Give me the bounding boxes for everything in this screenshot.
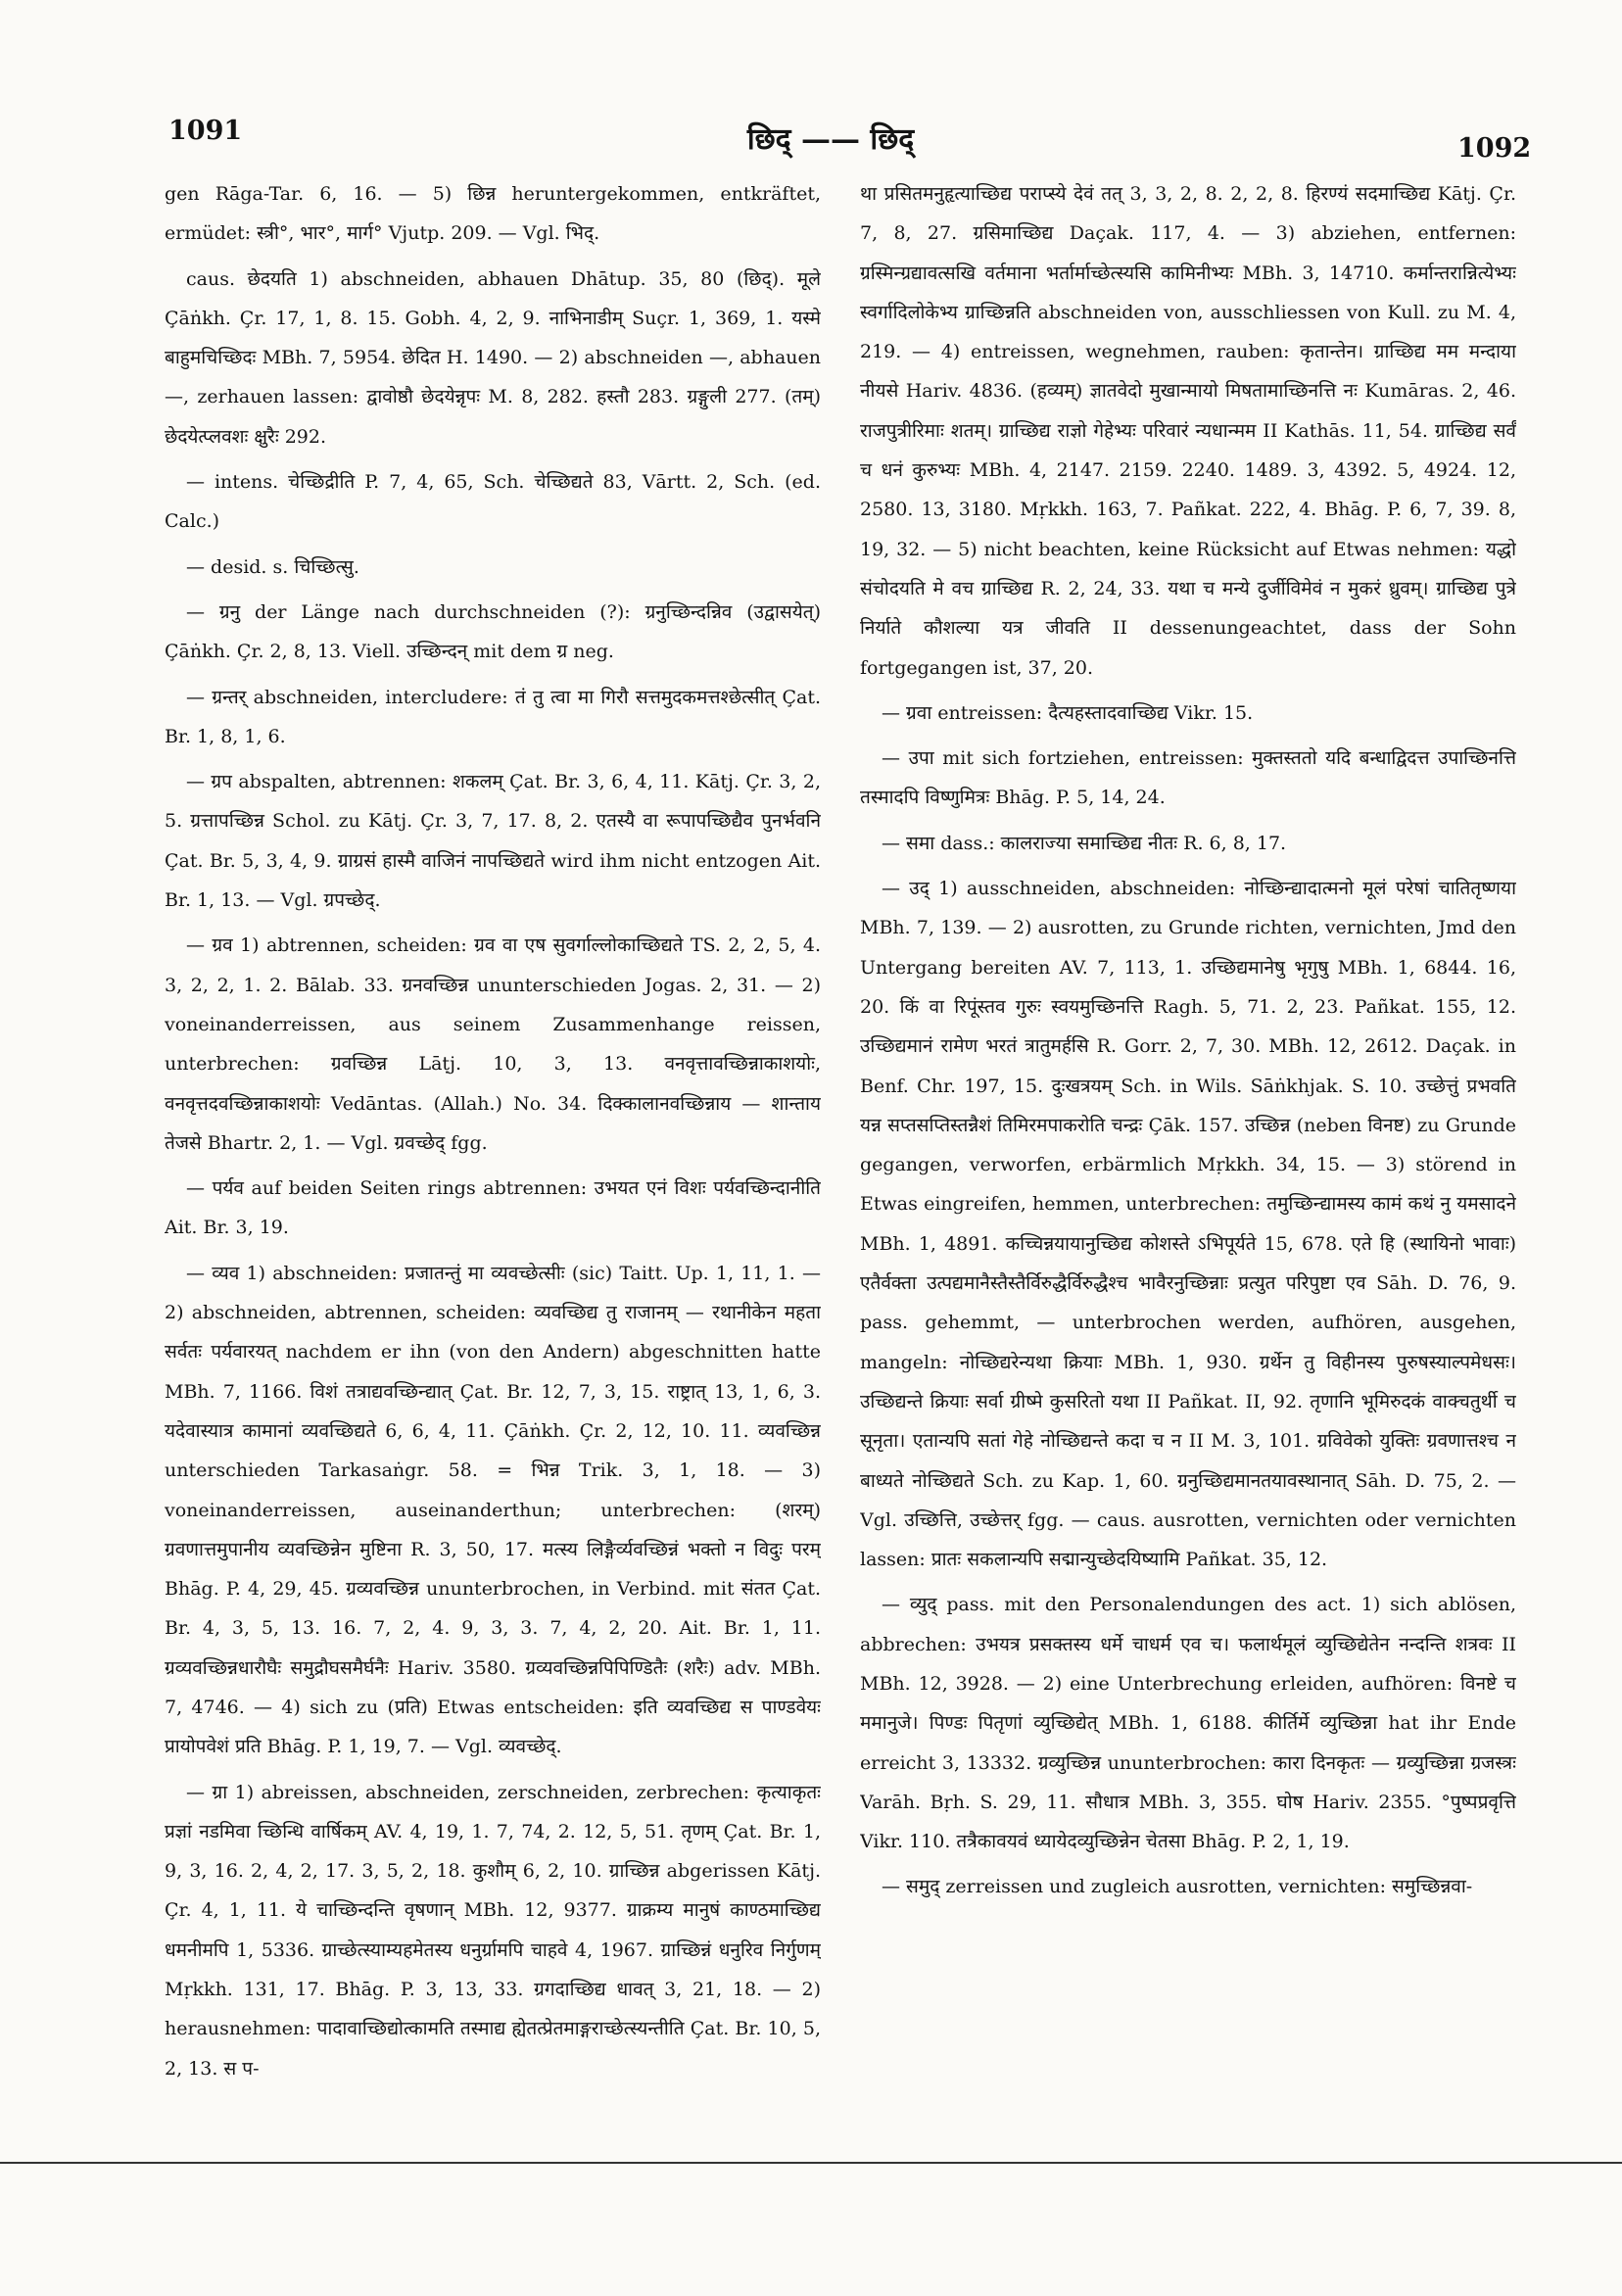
right-column <box>860 174 1516 2143</box>
entry-paragraph: — ग्रव 1) abtrennen, scheiden: ग्रव वा एष सुवर्गाल्लोकाच्छिद्यते TS. 2, 2, 5, 4. 3, 2, 2, 1. 2. Bālab. 33. ग्रनवच्छिन्न ununterschieden Jogas. 2, 31. — 2) voneinanderreissen, aus seinem Zusammenhange reissen, unterbrechen: ग्रवच्छिन्न Lāṭj. 10, 3, 13. वनवृत्तावच्छिन्नाकाशयोः, वनवृत्तदवच्छिन्नाकाशयोः Vedāntas. (Allah.) No. 34. दिक्कालानवच्छिन्नाय — शान्ताय तेजसे Bhartr. 2, 1. — Vgl. ग्रवच्छेद् fgg. <box>165 934 821 1154</box>
entry-paragraph: — desid. s. चिच्छित्सु. <box>186 555 359 578</box>
entry-paragraph: — intens. चेच्छिद्रीति P. 7, 4, 65, Sch. चेच्छिद्यते 83, Vārtt. 2, Sch. (ed. Calc.) <box>165 471 821 533</box>
entry-paragraph: gen Rāga-Tar. 6, 16. — 5) छिन्न heruntergekommen, entkräftet, ermüdet: स्त्री°, भार°, मार्ग° Vjutp. 209. — Vgl. भिद्. <box>165 183 821 245</box>
page-number-left: 1091 <box>168 116 243 146</box>
entry-paragraph: — समा dass.: कालराज्या समाच्छिद्य नीतः R. 6, 8, 17. <box>882 832 1287 854</box>
left-column <box>165 174 821 2129</box>
entry-paragraph: था प्रसितमनुहृत्याच्छिद्य पराप्स्ये देवं तत् 3, 3, 2, 8. 2, 2, 8. हिरण्यं सदमाच्छिद्य Kātj. Çr. 7, 8, 27. ग्रसिमाच्छिद्य Daçak. 117, 4. — 3) abziehen, entfernen: ग्रस्मिन्ग्रद्यावत्सखि वर्तमाना भर्तार्माच्छेत्स्यसि कामिनीभ्यः MBh. 3, 14710. कर्मान्तरान्नित्येभ्यः स्वर्गादिलोकेभ्य ग्राच्छिन्नति abschneiden von, ausschliessen von Kull. zu M. 4, 219. — 4) entreissen, wegnehmen, rauben: कृतान्तेन। ग्राच्छिद्य मम मन्दाया नीयसे Hariv. 4836. (हव्यम्) ज्ञातवेदो मुखान्मायो मिषतामाच्छिनत्ति नः Kumāras. 2, 46. राजपुत्रीरिमाः शतम्। ग्राच्छिद्य राज्ञो गेहेभ्यः परिवारं न्यधान्मम II Kathās. 11, 54. ग्राच्छिद्य सर्वं च धनं कुरुभ्यः MBh. 4, 2147. 2159. 2240. 1489. 3, 4392. 5, 4924. 12, 2580. 13, 3180. Mṛkkh. 163, 7. Pañkat. 222, 4. Bhāg. P. 6, 7, 39. 8, 19, 32. — 5) nicht beachten, keine Rücksicht auf Etwas nehmen: यद्धो संचोदयति मे वच ग्राच्छिद्य R. 2, 24, 33. यथा च मन्ये दुर्जीविमेवं न मुकरं ध्रुवम्। ग्राच्छिद्य पुत्रे निर्याते कौशल्या यत्र जीवति II dessenungeachtet, dass der Sohn fortgegangen ist, 37, 20. <box>860 183 1516 679</box>
entry-paragraph: — समुद् zerreissen und zugleich ausrotten, vernichten: समुच्छिन्नवा- <box>882 1876 1473 1898</box>
entry-paragraph: — व्यव 1) abschneiden: प्रजातन्तुं मा व्यवच्छेत्सीः (sic) Taitt. Up. 1, 11, 1. — 2) abschneiden, abtrennen, scheiden: व्यवच्छिद्य तु राजानम् — रथानीकेन महता सर्वतः पर्यवारयत् nachdem er ihn (von den Andern) abgeschnitten hatte MBh. 7, 1166. विशं तत्राद्यवच्छिन्द्यात् Çat. Br. 12, 7, 3, 15. राष्ट्रात् 13, 1, 6, 3. यदेवास्यात्र कामानां व्यवच्छिद्यते 6, 6, 4, 11. Çāṅkh. Çr. 2, 12, 10. 11. व्यवच्छिन्न unterschieden Tarkasaṅgr. 58. = भिन्न Trik. 3, 1, 18. — 3) voneinanderreissen, auseinanderthun; unterbrechen: (शरम्) ग्रवणात्तमुपानीय व्यवच्छिन्नेन मुष्टिना R. 3, 50, 17. मत्स्य लिङ्गैर्व्यवच्छिन्नं भक्तो न विदुः परम् Bhāg. P. 4, 29, 45. ग्रव्यवच्छिन्न ununterbrochen, in Verbind. mit संतत Çat. Br. 4, 3, 5, 13. 16. 7, 2, 4. 9, 3, 3. 7, 4, 2, 20. Ait. Br. 1, 11. ग्रव्यवच्छिन्नधारौघैः समुद्रौघसमैर्घनैः Hariv. 3580. ग्रव्यवच्छिन्नपिपिण्डितैः (शरैः) adv. MBh. 7, 4746. — 4) sich zu (प्रति) Etwas entscheiden: इति व्यवच्छिद्य स पाण्डवेयः प्रायोपवेशं प्रति Bhāg. P. 1, 19, 7. — Vgl. व्यवच्छेद्. <box>165 1262 821 1758</box>
entry-paragraph: — व्युद् pass. mit den Personalendungen des act. 1) sich ablösen, abbrechen: उभयत्र प्रसक्तस्य धर्मे चाधर्म एव च। फलार्थमूलं व्युच्छिद्येतेन नन्दन्ति शत्रवः II MBh. 12, 3928. — 2) eine Unterbrechung erleiden, aufhören: विनष्टे च ममानुजे। पिण्डः पितृणां व्युच्छिद्येत् MBh. 1, 6188. कीर्तिर्मे व्युच्छिन्ना hat ihr Ende erreicht 3, 13332. ग्रव्युच्छिन्न ununterbrochen: कारा दिनकृतः — ग्रव्युच्छिन्ना ग्रजस्त्रः Varāh. Bṛh. S. 29, 11. सौधात्र MBh. 3, 355. घोष Hariv. 2355. °पुष्पप्रवृत्ति Vikr. 110. तत्रैकावयवं ध्यायेदव्युच्छिन्नेन चेतसा Bhāg. P. 2, 1, 19. <box>860 1594 1516 1853</box>
entry-paragraph: — ग्रन्तर् abschneiden, intercludere: तं तु त्वा मा गिरौ सत्तमुदकमत्तश्छेत्सीत् Çat. Br. 1, 8, 1, 6. <box>165 686 821 747</box>
entry-paragraph: — ग्रा 1) abreissen, abschneiden, zerschneiden, zerbrechen: कृत्याकृतः प्रज्ञां नडमिवा च्छिन्धि वार्षिकम् AV. 4, 19, 1. 7, 74, 2. 12, 5, 51. तृणम् Çat. Br. 1, 9, 3, 16. 2, 4, 2, 17. 3, 5, 2, 18. कुशौम् 6, 2, 10. ग्राच्छिन्न abgerissen Kātj. Çr. 4, 1, 11. ये चाच्छिन्दन्ति वृषणान् MBh. 12, 9377. ग्राक्रम्य मानुषं काण्ठमाच्छिद्य धमनीमपि 1, 5336. ग्राच्छेत्स्याम्यहमेतस्य धनुर्ग्रामपि चाहवे 4, 1967. ग्राच्छिन्नं धनुरिव निर्गुणम् Mṛkkh. 131, 17. Bhāg. P. 3, 13, 33. ग्रगदाच्छिद्य धावत् 3, 21, 18. — 2) herausnehmen: पादावाच्छिद्योत्कामति तस्माद्य ह्येतत्प्रेतमाङ्गराच्छेत्स्यन्तीति Çat. Br. 10, 5, 2, 13. स प- <box>165 1781 821 2080</box>
entry-paragraph: — ग्रवा entreissen: दैत्यहस्तादवाच्छिद्य Vikr. 15. <box>882 701 1254 724</box>
entry-paragraph: — ग्रप abspalten, abtrennen: शकलम् Çat. Br. 3, 6, 4, 11. Kātj. Çr. 3, 2, 5. ग्रत्तापच्छिन्न Schol. zu Kātj. Çr. 3, 7, 17. 8, 2. एतस्यै वा रूपापच्छिद्यैव पुनर्भवनि Çat. Br. 5, 3, 4, 9. ग्राग्रसं हास्मै वाजिनं नापच्छिद्यते wird ihm nicht entzogen Ait. Br. 1, 13. — Vgl. ग्रपच्छेद्. <box>165 771 821 912</box>
bottom-rule <box>0 2162 1622 2164</box>
entry-paragraph: — उद् 1) ausschneiden, abschneiden: नोच्छिन्द्यादात्मनो मूलं परेषां चातितृष्णया MBh. 7, 139. — 2) ausrotten, zu Grunde richten, vernichten, Jmd den Untergang bereiten AV. 7, 113, 1. उच्छिद्यमानेषु भृगुषु MBh. 1, 6844. 16, 20. किं वा रिपूंस्तव गुरुः स्वयमुच्छिनत्ति Ragh. 5, 71. 2, 23. Pañkat. 155, 12. उच्छिद्यमानं रामेण भरतं त्रातुमर्हसि R. Gorr. 2, 7, 30. MBh. 12, 2612. Daçak. in Benf. Chr. 197, 15. दुःखत्रयम् Sch. in Wils. Sāṅkhjak. S. 10. उच्छेत्तुं प्रभवति यन्न सप्तसप्तिस्तन्नैशं तिमिरमपाकरोति चन्द्रः Çāk. 157. उच्छिन्न (neben विनष्ट) zu Grunde gegangen, verworfen, erbärmlich Mṛkkh. 34, 15. — 3) störend in Etwas eingreifen, hemmen, unterbrechen: तमुच्छिन्द्यामस्य कामं कथं नु यमसादने MBh. 1, 4891. कच्चिन्नयायानुच्छिद्य कोशस्ते ऽभिपूर्यते 15, 678. एते हि (स्थायिनो भावाः) एतैर्वक्ता उत्पद्यमानैस्तैस्तैर्विरुद्धैर्विरुद्धैश्च भावैरनुच्छिन्नाः प्रत्युत परिपुष्टा एव Sāh. D. 76, 9. pass. gehemmt, — unterbrochen werden, aufhören, ausgehen, mangeln: नोच्छिद्यरेन्यथा क्रियाः MBh. 1, 930. ग्रर्थेन तु विहीनस्य पुरुषस्याल्पमेधसः। उच्छिद्यन्ते क्रियाः सर्वा ग्रीष्मे कुसरितो यथा II Pañkat. II, 92. तृणानि भूमिरुदकं वाक्चतुर्थी च सूनृता। एतान्यपि सतां गेहे नोच्छिद्यन्ते कदा च न II M. 3, 101. ग्रविवेको युक्तिः ग्रवणात्तश्च न बाध्यते नोच्छिद्यते Sch. zu Kap. 1, 60. ग्रनुच्छिद्यमानतयावस्थानात् Sāh. D. 75, 2. — Vgl. उच्छित्ति, उच्छेत्तर् fgg. — caus. ausrotten, vernichten oder vernichten lassen: प्रातः सकलान्यपि सद्मान्युच्छेदयिष्यामि Pañkat. 35, 12. <box>860 878 1516 1571</box>
page-number-right: 1092 <box>1457 133 1532 164</box>
entry-paragraph: caus. छेदयति 1) abschneiden, abhauen Dhātup. 35, 80 (छिद्). मूले Çāṅkh. Çr. 17, 1, 8. 15. Gobh. 4, 2, 9. नाभिनाडीम् Suçr. 1, 369, 1. यस्मे बाहुमचिच्छिदः MBh. 7, 5954. छेदित H. 1490. — 2) abschneiden —, abhauen —, zerhauen lassen: द्वावोष्ठौ छेदयेन्नृपः M. 8, 282. हस्तौ 283. ग्रङ्गुली 277. (तम्) छेदयेत्प्लवशः क्षुरैः 292. <box>165 267 821 448</box>
entry-paragraph: — पर्यव auf beiden Seiten rings abtrennen: उभयत एनं विशः पर्यवच्छिन्दानीति Ait. Br. 3, 19. <box>165 1177 821 1239</box>
entry-paragraph: — उपा mit sich fortziehen, entreissen: मुक्तस्ततो यदि बन्धाद्विदत्त उपाच्छिनत्ति तस्मादपि विष्णुमित्रः Bhāg. P. 5, 14, 24. <box>860 747 1516 809</box>
running-headword: छिद् —— छिद् <box>746 122 915 157</box>
entry-paragraph: — ग्रनु der Länge nach durchschneiden (?): ग्रनुच्छिन्दन्निव (उद्वासयेत्) Çāṅkh. Çr. 2, 8, 13. Viell. उच्छिन्दन् mit dem ग्र neg. <box>165 600 821 663</box>
